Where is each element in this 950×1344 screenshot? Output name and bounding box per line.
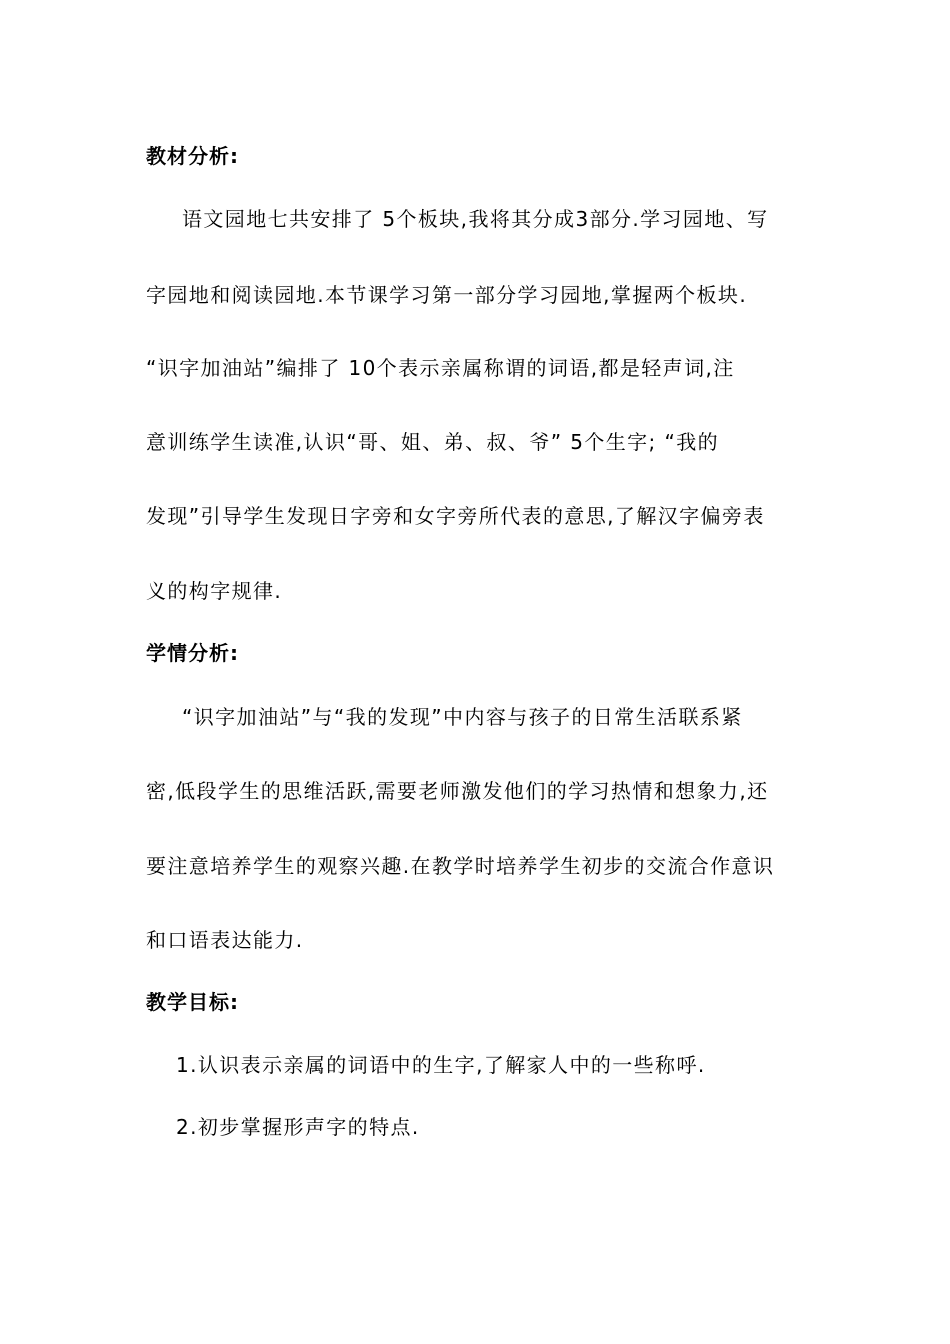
list-item: 2.初步掌握形声字的特点. <box>176 1115 420 1139</box>
paragraph-line: 语文园地七共安排了 5个板块,我将其分成3部分.学习园地、写 <box>182 207 769 231</box>
paragraph-line: 发现”引导学生发现日字旁和女字旁所代表的意思,了解汉字偏旁表 <box>146 504 765 528</box>
paragraph-line: “识字加油站”编排了 10个表示亲属称谓的词语,都是轻声词,注 <box>146 356 735 380</box>
paragraph-line: 义的构字规律. <box>146 579 283 603</box>
section-heading-student-analysis: 学情分析: <box>146 641 239 665</box>
list-item: 1.认识表示亲属的词语中的生字,了解家人中的一些称呼. <box>176 1053 706 1077</box>
paragraph-line: 要注意培养学生的观察兴趣.在教学时培养学生初步的交流合作意识 <box>146 854 775 878</box>
paragraph-line: 和口语表达能力. <box>146 928 304 952</box>
paragraph-line: “识字加油站”与“我的发现”中内容与孩子的日常生活联系紧 <box>182 705 743 729</box>
paragraph-line: 密,低段学生的思维活跃,需要老师激发他们的学习热情和想象力,还 <box>146 779 769 803</box>
paragraph-line: 字园地和阅读园地.本节课学习第一部分学习园地,掌握两个板块. <box>146 283 748 307</box>
section-heading-textbook-analysis: 教材分析: <box>146 144 239 168</box>
section-heading-teaching-goals: 教学目标: <box>146 990 239 1014</box>
paragraph-line: 意训练学生读准,认识“哥、姐、弟、叔、爷” 5个生字; “我的 <box>146 430 720 454</box>
